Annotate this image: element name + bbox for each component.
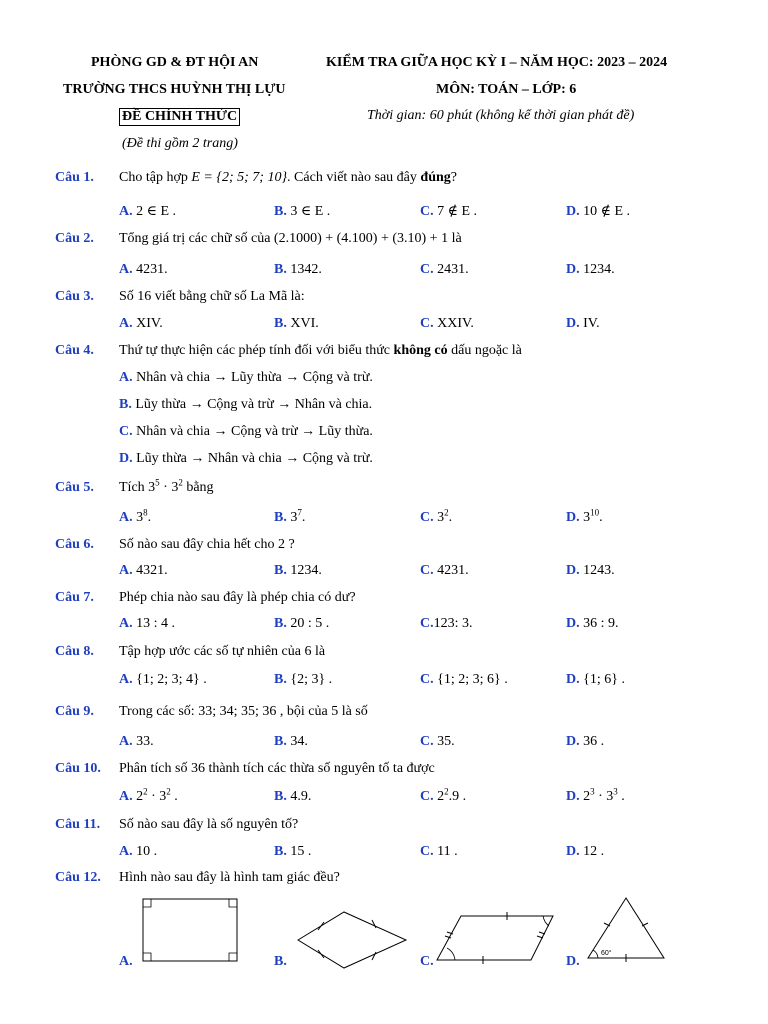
option-letter: B. bbox=[274, 563, 287, 578]
option-text: · 3 bbox=[147, 789, 167, 804]
option-text: {1; 2; 3; 6} . bbox=[437, 672, 508, 687]
option-letter: B. bbox=[274, 734, 287, 749]
option-b[interactable] bbox=[274, 316, 319, 332]
question-text bbox=[119, 231, 462, 247]
option-c[interactable] bbox=[420, 316, 474, 332]
option-text: . bbox=[448, 510, 453, 525]
option-letter: B. bbox=[119, 397, 132, 412]
option-letter: A. bbox=[119, 616, 133, 631]
option-text: 12 . bbox=[583, 844, 605, 859]
math-expression: E = {2; 5; 7; 10} bbox=[191, 170, 288, 185]
option-b[interactable] bbox=[119, 397, 372, 413]
option-letter: A. bbox=[119, 789, 133, 804]
option-text: 4.9. bbox=[290, 789, 312, 804]
option-text: {1; 2; 3; 4} . bbox=[136, 672, 207, 687]
option-text: 2431. bbox=[437, 262, 469, 277]
question-text bbox=[119, 343, 522, 359]
option-text: 1234. bbox=[290, 563, 322, 578]
option-text: IV. bbox=[583, 316, 600, 331]
option-d[interactable] bbox=[566, 563, 615, 579]
option-letter: C. bbox=[420, 734, 434, 749]
option-c[interactable] bbox=[420, 844, 458, 860]
option-c[interactable] bbox=[420, 563, 469, 579]
option-d[interactable] bbox=[566, 734, 604, 750]
option-text: 10 bbox=[590, 507, 600, 518]
question-text: Số 16 viết bằng chữ số La Mã là: bbox=[119, 289, 305, 304]
question-text-part: Cho tập hợp bbox=[119, 170, 192, 185]
option-letter: A. bbox=[119, 672, 133, 687]
option-text: 36 : 9. bbox=[583, 616, 619, 631]
exam-time: Thời gian: 60 phút (không kể thời gian phát đề) bbox=[367, 108, 635, 123]
option-letter: B. bbox=[274, 789, 287, 804]
option-letter: C. bbox=[420, 510, 434, 525]
option-letter: D. bbox=[566, 844, 580, 859]
option-text: . bbox=[170, 789, 178, 804]
option-text: Lũy thừa → Nhân và chia → Cộng và trừ. bbox=[136, 451, 373, 466]
option-c[interactable] bbox=[420, 262, 469, 278]
option-d[interactable] bbox=[566, 203, 630, 220]
option-b[interactable] bbox=[274, 507, 306, 526]
question-text-part: Tích bbox=[119, 480, 149, 495]
option-text: 13 : 4 . bbox=[136, 616, 176, 631]
option-text: 36 . bbox=[583, 734, 605, 749]
option-a[interactable] bbox=[119, 563, 168, 579]
school-department: PHÒNG GD & ĐT HỘI AN bbox=[91, 55, 259, 70]
option-text: XXIV. bbox=[437, 316, 474, 331]
option-text: 3 bbox=[613, 786, 618, 797]
option-text: 3 bbox=[136, 510, 144, 525]
option-d[interactable] bbox=[566, 786, 625, 805]
option-letter: C. bbox=[420, 563, 434, 578]
option-text: XVI. bbox=[290, 316, 319, 331]
question-number: Câu 3. bbox=[55, 289, 94, 304]
option-c[interactable] bbox=[420, 734, 455, 750]
option-letter: D. bbox=[566, 316, 580, 331]
question-emphasis: không có bbox=[393, 343, 448, 358]
triangle-figure bbox=[584, 894, 668, 964]
option-letter: D. bbox=[566, 616, 580, 631]
option-text: Lũy thừa → Cộng và trừ → Nhân và chia. bbox=[135, 397, 373, 412]
option-c[interactable] bbox=[119, 424, 373, 440]
option-a[interactable] bbox=[119, 203, 176, 220]
option-letter: D. bbox=[566, 954, 580, 969]
question-text-part: bằng bbox=[182, 480, 214, 495]
option-text: . bbox=[599, 510, 603, 525]
math-exponent: 2 bbox=[178, 477, 183, 488]
option-letter: B. bbox=[274, 954, 287, 969]
option-a[interactable] bbox=[119, 734, 154, 750]
option-letter: C. bbox=[420, 844, 434, 859]
question-text-part: Tổng giá trị các chữ số của bbox=[119, 231, 274, 246]
option-text: . bbox=[301, 510, 306, 525]
option-text: 2 bbox=[444, 786, 449, 797]
option-b[interactable] bbox=[274, 203, 330, 220]
option-letter: D. bbox=[566, 262, 580, 277]
option-c[interactable] bbox=[420, 203, 477, 220]
option-letter: C. bbox=[420, 204, 434, 219]
option-letter: C. bbox=[119, 424, 133, 439]
option-text: 35. bbox=[437, 734, 455, 749]
option-a[interactable] bbox=[119, 672, 207, 688]
option-letter: B. bbox=[274, 204, 287, 219]
option-letter: B. bbox=[274, 262, 287, 277]
option-letter: C. bbox=[420, 672, 434, 687]
option-d[interactable] bbox=[566, 954, 580, 970]
option-text: . bbox=[147, 510, 152, 525]
question-number: Câu 11. bbox=[55, 817, 101, 832]
option-letter: B. bbox=[274, 672, 287, 687]
option-c[interactable] bbox=[420, 507, 453, 526]
option-text: . bbox=[617, 789, 625, 804]
option-b[interactable] bbox=[274, 734, 308, 750]
question-text-part: ? bbox=[450, 170, 457, 185]
math-exponent: 5 bbox=[155, 477, 160, 488]
option-b[interactable] bbox=[274, 563, 322, 579]
option-letter: A. bbox=[119, 954, 133, 969]
option-d[interactable] bbox=[566, 316, 600, 332]
question-text-part: là bbox=[448, 231, 462, 246]
option-a[interactable] bbox=[119, 844, 157, 860]
option-d[interactable] bbox=[566, 672, 625, 688]
rectangle-figure bbox=[137, 893, 247, 965]
option-d[interactable] bbox=[119, 451, 373, 467]
option-text: 2 bbox=[437, 789, 445, 804]
question-text: Hình nào sau đây là hình tam giác đều? bbox=[119, 870, 340, 885]
option-a[interactable] bbox=[119, 507, 152, 526]
question-text bbox=[119, 170, 457, 186]
subject-grade: MÔN: TOÁN – LỚP: 6 bbox=[436, 82, 577, 97]
option-letter: D. bbox=[119, 451, 133, 466]
option-c[interactable] bbox=[420, 616, 473, 632]
question-emphasis: đúng bbox=[420, 170, 451, 185]
option-b[interactable] bbox=[274, 789, 311, 805]
option-text: 2 bbox=[143, 786, 148, 797]
question-text: Số nào sau đây là số nguyên tố? bbox=[119, 817, 299, 832]
option-text: 4231. bbox=[437, 563, 469, 578]
option-text: 3 ∈ E . bbox=[290, 204, 331, 219]
option-a[interactable] bbox=[119, 786, 178, 805]
question-number: Câu 2. bbox=[55, 231, 94, 246]
option-letter: C. bbox=[420, 316, 434, 331]
option-text: 10 . bbox=[136, 844, 158, 859]
math-operator: · bbox=[159, 480, 172, 495]
math-base: 3 bbox=[171, 480, 179, 495]
option-letter: B. bbox=[274, 616, 287, 631]
option-text: 4231. bbox=[136, 262, 168, 277]
option-text: 8 bbox=[143, 507, 148, 518]
option-text: 11 . bbox=[437, 844, 458, 859]
question-number: Câu 9. bbox=[55, 704, 94, 719]
option-text: 34. bbox=[290, 734, 308, 749]
option-letter: A. bbox=[119, 262, 133, 277]
option-letter: A. bbox=[119, 204, 133, 219]
option-letter: A. bbox=[119, 844, 133, 859]
option-a[interactable] bbox=[119, 616, 175, 632]
option-letter: D. bbox=[566, 204, 580, 219]
question-text: Trong các số: 33; 34; 35; 36 , bội của 5 là số bbox=[119, 704, 368, 719]
option-c[interactable] bbox=[420, 786, 467, 805]
option-letter: A. bbox=[119, 563, 133, 578]
option-letter: C. bbox=[420, 954, 434, 969]
question-text-part: dấu ngoặc là bbox=[447, 343, 522, 358]
exam-title: KIỂM TRA GIỮA HỌC KỲ I – NĂM HỌC: 2023 – 2024 bbox=[326, 55, 668, 70]
option-letter: A. bbox=[119, 510, 133, 525]
question-text-part: . Cách viết nào sau đây bbox=[287, 170, 421, 185]
option-b[interactable] bbox=[274, 616, 329, 632]
question-text: Tập hợp ước các số tự nhiên của 6 là bbox=[119, 644, 326, 659]
parallelogram-figure bbox=[431, 910, 561, 966]
option-letter: A. bbox=[119, 734, 133, 749]
question-text bbox=[119, 477, 214, 496]
option-text: 123: 3. bbox=[433, 616, 473, 631]
option-text: XIV. bbox=[136, 316, 163, 331]
option-letter: D. bbox=[566, 510, 580, 525]
option-a[interactable] bbox=[119, 954, 133, 970]
option-text: 10 ∉ E . bbox=[583, 204, 631, 219]
question-number: Câu 5. bbox=[55, 480, 94, 495]
option-text: 15 . bbox=[290, 844, 312, 859]
option-text: 2 bbox=[444, 507, 449, 518]
option-letter: A. bbox=[119, 370, 133, 385]
angle-label: 60° bbox=[601, 950, 612, 957]
option-text: 7 bbox=[297, 507, 302, 518]
option-a[interactable] bbox=[119, 370, 373, 386]
pages-note: (Đề thi gồm 2 trang) bbox=[122, 136, 238, 151]
option-text: 2 bbox=[166, 786, 171, 797]
official-exam-label: ĐỀ CHÍNH THỨC bbox=[119, 108, 240, 126]
question-number: Câu 6. bbox=[55, 537, 94, 552]
option-text: 1342. bbox=[290, 262, 322, 277]
option-text: · 3 bbox=[594, 789, 614, 804]
option-text: 2 ∈ E . bbox=[136, 204, 177, 219]
question-number: Câu 12. bbox=[55, 870, 101, 885]
option-text: {2; 3} . bbox=[290, 672, 333, 687]
question-text: Phân tích số 36 thành tích các thừa số nguyên tố ta được bbox=[119, 761, 435, 776]
option-letter: D. bbox=[566, 789, 580, 804]
option-text: 33. bbox=[136, 734, 154, 749]
option-letter: C. bbox=[420, 262, 434, 277]
option-text: 1243. bbox=[583, 563, 615, 578]
option-d[interactable] bbox=[566, 616, 619, 632]
question-number: Câu 8. bbox=[55, 644, 94, 659]
option-letter: D. bbox=[566, 734, 580, 749]
option-text: 3 bbox=[437, 510, 445, 525]
option-text: 3 bbox=[290, 510, 298, 525]
option-text: 2 bbox=[136, 789, 144, 804]
option-d[interactable] bbox=[566, 844, 604, 860]
option-b[interactable] bbox=[274, 672, 332, 688]
question-text: Số nào sau đây chia hết cho 2 ? bbox=[119, 537, 295, 552]
option-text: 4321. bbox=[136, 563, 168, 578]
option-text: .9 . bbox=[448, 789, 467, 804]
option-letter: D. bbox=[566, 672, 580, 687]
option-d[interactable] bbox=[566, 262, 615, 278]
option-text: 3 bbox=[590, 786, 595, 797]
question-number: Câu 7. bbox=[55, 590, 94, 605]
school-name: TRƯỜNG THCS HUỲNH THỊ LỰU bbox=[63, 82, 286, 97]
question-text-part: Thứ tự thực hiện các phép tính đối với biểu thức bbox=[119, 343, 394, 358]
option-text: 1234. bbox=[583, 262, 615, 277]
option-letter: C. bbox=[420, 616, 434, 631]
question-number: Câu 1. bbox=[55, 170, 94, 185]
option-letter: B. bbox=[274, 844, 287, 859]
option-c[interactable] bbox=[420, 672, 508, 688]
option-text: 3 bbox=[583, 510, 591, 525]
option-letter: C. bbox=[420, 789, 434, 804]
option-letter: B. bbox=[274, 510, 287, 525]
option-a[interactable] bbox=[119, 316, 163, 332]
option-d[interactable] bbox=[566, 507, 603, 526]
rhombus-figure bbox=[292, 908, 412, 972]
math-expression: (2.1000) + (4.100) + (3.10) + 1 bbox=[273, 231, 449, 246]
option-text: Nhân và chia → Cộng và trừ → Lũy thừa. bbox=[136, 424, 373, 439]
option-b[interactable] bbox=[274, 844, 311, 860]
question-number: Câu 10. bbox=[55, 761, 101, 776]
option-letter: B. bbox=[274, 316, 287, 331]
math-base: 3 bbox=[148, 480, 156, 495]
option-b[interactable] bbox=[274, 954, 287, 970]
option-text: Nhân và chia → Lũy thừa → Cộng và trừ. bbox=[136, 370, 373, 385]
option-a[interactable] bbox=[119, 262, 168, 278]
question-text: Phép chia nào sau đây là phép chia có dư? bbox=[119, 590, 356, 605]
option-text: 7 ∉ E . bbox=[437, 204, 478, 219]
option-letter: D. bbox=[566, 563, 580, 578]
option-letter: A. bbox=[119, 316, 133, 331]
option-text: 20 : 5 . bbox=[290, 616, 330, 631]
option-text: 2 bbox=[583, 789, 591, 804]
option-text: {1; 6} . bbox=[583, 672, 625, 687]
question-number: Câu 4. bbox=[55, 343, 94, 358]
option-b[interactable] bbox=[274, 262, 322, 278]
